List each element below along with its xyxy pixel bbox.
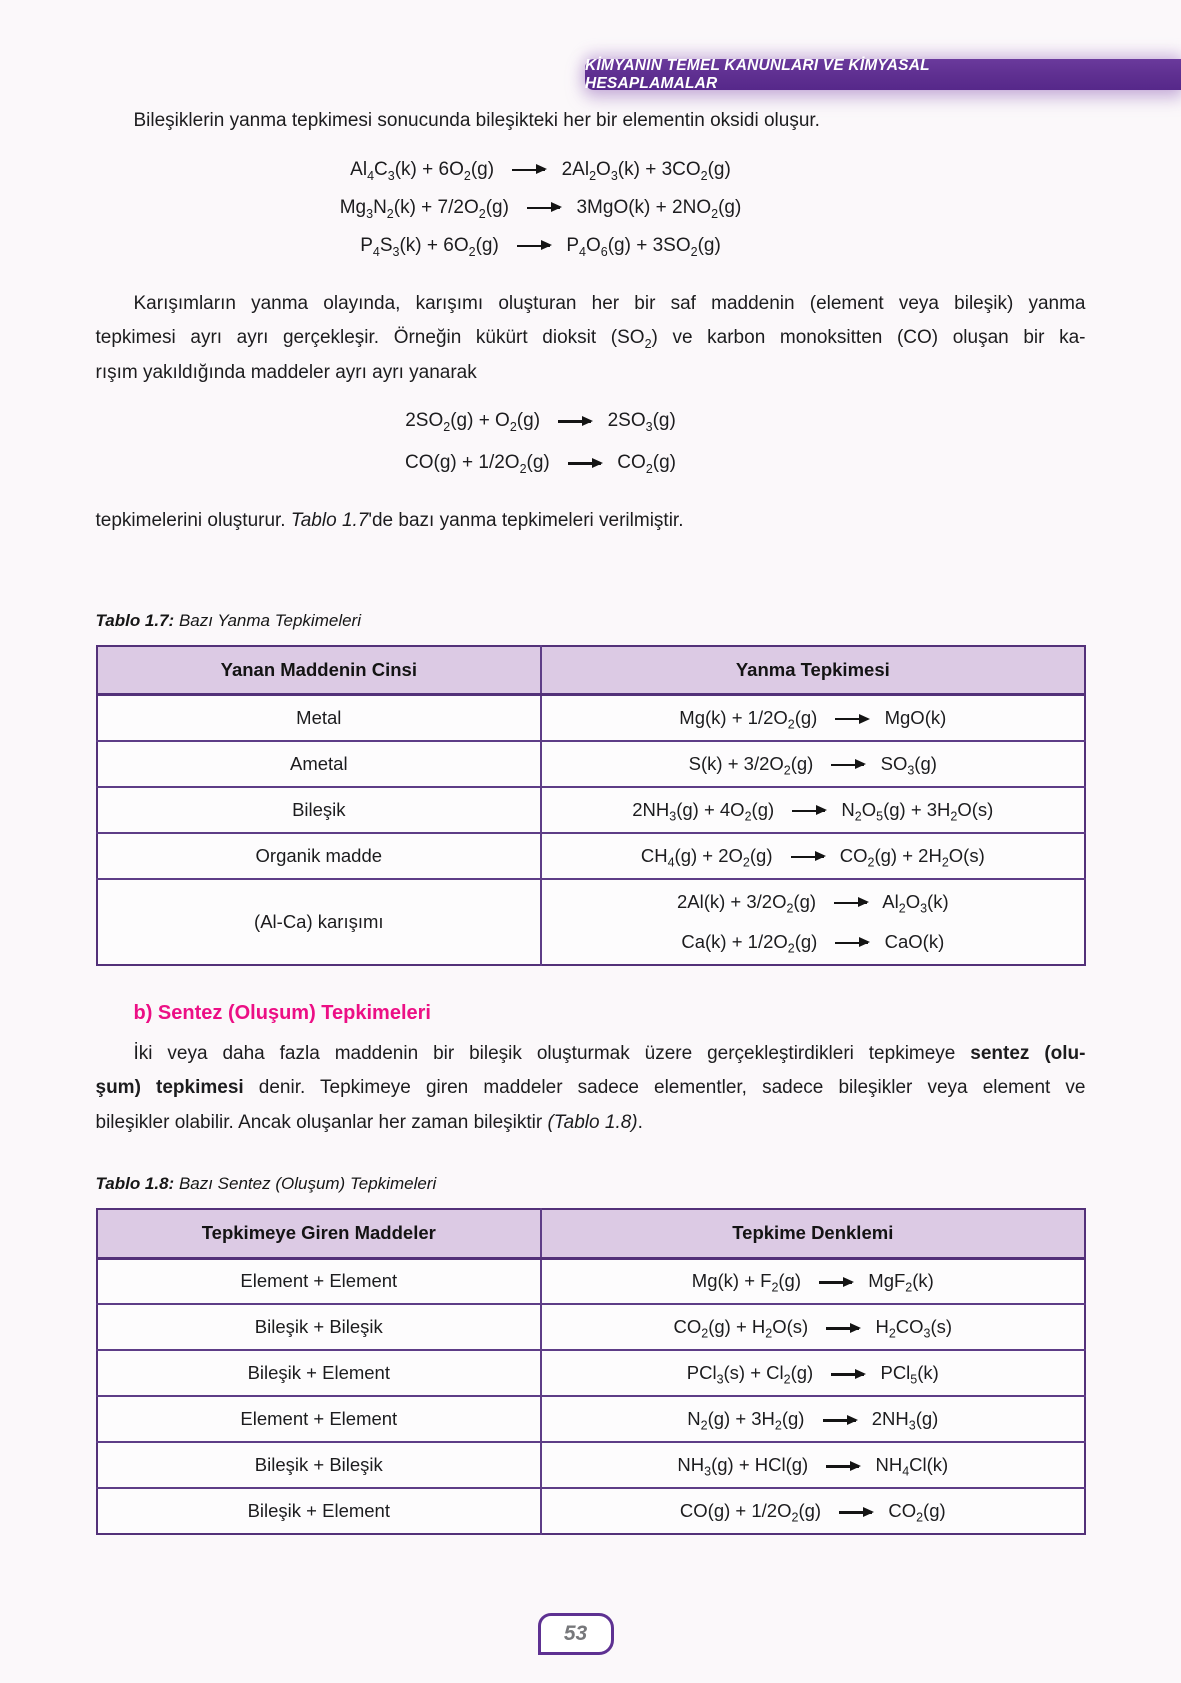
equation-line: $Mg_3N_2(k) + 7/2O_2(g) 3MgO(k) + 2NO_2(g)$ — [339, 196, 742, 221]
table-1-8-caption — [96, 1174, 1086, 1194]
table-header-row — [97, 646, 1085, 695]
reactants-type-cell: Element + Element — [97, 1396, 542, 1442]
reaction-equation-cell: $2NH_3(g) + 4O_2(g) N_2O_5(g) + 3H_2O(s)$ — [541, 787, 1084, 833]
table-1-7-caption — [96, 611, 1086, 631]
table-row — [97, 1488, 1085, 1534]
substance-type-cell: (Al-Ca) karışımı — [97, 879, 542, 965]
table-row — [97, 695, 1085, 741]
table-caption-text: Bazı Yanma Tepkimeleri — [174, 610, 361, 630]
reactants-type-cell: Bileşik + Bileşik — [97, 1304, 542, 1350]
reaction-arrow-icon — [512, 169, 545, 171]
table-row — [97, 879, 1085, 965]
equation-line: $2SO_2(g) + O_2(g)$ $2SO_3(g)$ — [405, 410, 676, 434]
paragraph-line: rışım yakıldığında maddeler ayrı ayrı yanarak — [95, 361, 477, 383]
equation-block-compounds — [96, 151, 1086, 265]
equation-line: $P_4S_3(k) + 6O_2(g) P_4O_6(g) + 3SO_2(g)$ — [360, 234, 721, 259]
table-caption-label: Tablo 1.8: — [95, 1174, 175, 1193]
reaction-arrow-icon — [558, 420, 591, 422]
paragraph-line: Karışımların yanma olayında, karışımı oluşturan her bir saf maddenin (element veya bileşik) yanma — [133, 292, 1086, 314]
equation-line: $Al_4C_3(k) + 6O_2(g) 2Al_2O_3(k) + 3CO_2(g)$ — [350, 158, 731, 183]
reaction-equation: $Ca(k) + 1/2O_2(g)$ CaO(k) — [681, 930, 945, 956]
paragraph-mixtures — [96, 287, 1086, 391]
paragraph-line: şum) tepkimesi denir. Tepkimeye giren maddeler sadece elementler, sadece bileşikler veya element ve — [95, 1077, 1086, 1098]
reaction-arrow-icon — [839, 1511, 872, 1513]
chapter-title: KİMYANIN TEMEL KANUNLARI VE KİMYASAL HESAPLAMALAR — [585, 56, 930, 92]
table-row — [97, 833, 1085, 879]
substance-type-cell: Metal — [97, 695, 542, 741]
reaction-arrow-icon — [791, 856, 824, 858]
table-row — [97, 1442, 1085, 1488]
reactants-type-cell: Bileşik + Element — [97, 1350, 542, 1396]
reaction-arrow-icon — [568, 462, 601, 464]
table-1-7-combustion-reactions — [96, 645, 1086, 966]
table-header-row — [97, 1209, 1085, 1258]
reaction-equation: $2Al(k) + 3/2O_2(g)$ $Al_2O_3(k)$ — [676, 890, 949, 916]
reaction-arrow-icon — [834, 902, 867, 904]
table-row — [97, 787, 1085, 833]
reaction-arrow-icon — [819, 1281, 852, 1283]
paragraph-line: bileşikler olabilir. Ancak oluşanlar her zaman bileşiktir (Tablo 1.8). — [95, 1111, 643, 1133]
reactants-type-cell: Element + Element — [97, 1258, 542, 1304]
table-row — [97, 1396, 1085, 1442]
reaction-equation-cell: $S(k) + 3/2O_2(g)$ $SO_3(g)$ — [541, 741, 1084, 787]
reaction-equation-cell: $CO(g) + 1/2O_2(g)$ $CO_2(g)$ — [541, 1488, 1084, 1534]
reaction-arrow-icon — [826, 1327, 859, 1329]
equation-block-mixture — [96, 400, 1086, 484]
column-header-reaction-equation: Tepkime Denklemi — [541, 1209, 1084, 1258]
reaction-equation-cell: $PCl_3(s) + Cl_2(g)$ PCl$_5$(k) — [541, 1350, 1084, 1396]
column-header-combustion-reaction: Yanma Tepkimesi — [541, 646, 1084, 695]
reaction-arrow-icon — [835, 942, 868, 944]
reaction-arrow-icon — [517, 245, 550, 247]
substance-type-cell: Ametal — [97, 741, 542, 787]
substance-type-cell: Organik madde — [97, 833, 542, 879]
table-1-8-synthesis-reactions — [96, 1208, 1086, 1535]
reaction-arrow-icon — [831, 1373, 864, 1375]
table-row — [97, 741, 1085, 787]
reaction-arrow-icon — [826, 1465, 859, 1467]
reactants-type-cell: Bileşik + Bileşik — [97, 1442, 542, 1488]
reaction-arrow-icon — [823, 1419, 856, 1421]
page-content — [96, 0, 1086, 1655]
reaction-arrow-icon — [527, 207, 560, 209]
equation-line: $CO(g) + 1/2O_2(g)$ $CO_2(g)$ — [405, 452, 676, 476]
reactants-type-cell: Bileşik + Element — [97, 1488, 542, 1534]
reaction-equation-cell: $CH_4(g) + 2O_2(g) CO_2(g) + 2H_2O(s)$ — [541, 833, 1084, 879]
table-row — [97, 1304, 1085, 1350]
page-number: 53 — [563, 1622, 588, 1645]
reaction-arrow-icon — [792, 810, 825, 812]
table-row — [97, 1350, 1085, 1396]
table-caption-label: Tablo 1.7: — [95, 610, 175, 630]
column-header-reactants: Tepkimeye Giren Maddeler — [97, 1209, 542, 1258]
table-caption-text: Bazı Sentez (Oluşum) Tepkimeleri — [174, 1174, 437, 1193]
paragraph-line: İki veya daha fazla maddenin bir bileşik oluşturmak üzere gerçekleştirdikleri tepkimeye sentez (olu- — [133, 1042, 1086, 1064]
section-heading-synthesis: b) Sentez (Oluşum) Tepkimeleri — [133, 1001, 431, 1024]
reaction-equation-cell: $NH_3(g) + HCl(g)$ $NH_4Cl(k)$ — [541, 1442, 1084, 1488]
reaction-arrow-icon — [835, 718, 868, 720]
table-row — [97, 1258, 1085, 1304]
paragraph-table-ref: tepkimelerini oluşturur. Tablo 1.7'de bazı yanma tepkimeleri verilmiştir. — [95, 510, 684, 531]
reaction-equation-cell: $Mg(k) + F_2(g)$ MgF$_2$(k) — [541, 1258, 1084, 1304]
reaction-equation-cell: $N_2(g) + 3H_2(g)$ $2NH_3(g)$ — [541, 1396, 1084, 1442]
page-number-badge — [538, 1613, 614, 1655]
column-header-burning-substance: Yanan Maddenin Cinsi — [97, 646, 542, 695]
paragraph-synthesis — [96, 1037, 1086, 1141]
paragraph-line: tepkimesi ayrı ayrı gerçekleşir. Örneğin kükürt dioksit $(SO_2)$ ve karbon monoksitten (CO) oluşan bir ka- — [95, 327, 1086, 351]
substance-type-cell: Bileşik — [97, 787, 542, 833]
page-footer — [96, 1613, 1086, 1655]
paragraph-combustion-intro: Bileşiklerin yanma tepkimesi sonucunda bileşikteki her bir elementin oksidi oluşur. — [133, 110, 820, 131]
chapter-header-bar — [585, 56, 1181, 92]
reaction-equation-cell: $CO_2(g) + H_2O(s)$ $H_2CO_3(s)$ — [541, 1304, 1084, 1350]
reaction-equation-cell: $Mg(k) + 1/2O_2(g)$ MgO(k) — [541, 695, 1084, 741]
reaction-equation-cell — [541, 879, 1084, 965]
reaction-arrow-icon — [831, 764, 864, 766]
